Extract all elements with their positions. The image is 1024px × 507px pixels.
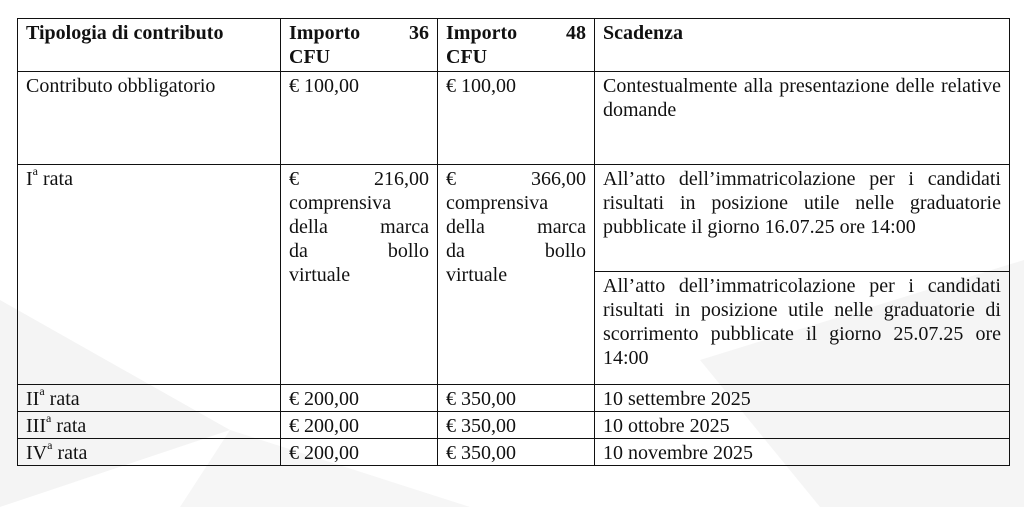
cell-amount-48: € 350,00 — [438, 412, 595, 439]
amount-36-line-2: comprensiva — [289, 192, 392, 214]
amount-48-line-5: virtuale — [446, 264, 508, 286]
cell-amount-48 — [438, 165, 595, 385]
rata-superscript: a — [45, 411, 52, 426]
cell-amount-36: € 200,00 — [281, 439, 438, 466]
cell-type — [18, 165, 281, 385]
header-amount-36-num: 36 — [409, 22, 429, 44]
cell-deadline: 10 settembre 2025 — [595, 385, 1010, 412]
cell-amount-36: € 200,00 — [281, 385, 438, 412]
amount-48-line-3: della marca — [446, 216, 586, 238]
cell-deadline: Contestualmente alla presentazione delle relative domande — [595, 72, 1010, 165]
amount-48-line-4: da bollo — [446, 240, 586, 262]
cell-amount-48: € 100,00 — [438, 72, 595, 165]
header-amount-36-word: Importo — [289, 22, 361, 44]
table-row-rata-2 — [18, 385, 1010, 412]
cell-deadline-first: All’atto dell’immatricolazione per i candidati risultati in posizione utile nelle graduatorie pubblicate il giorno 16.07.25 ore 14:00 — [595, 165, 1010, 272]
header-amount-48 — [438, 19, 595, 72]
cell-amount-36: € 100,00 — [281, 72, 438, 165]
header-amount-48-num: 48 — [566, 22, 586, 44]
fees-table — [17, 18, 1010, 466]
cell-amount-36 — [281, 165, 438, 385]
cell-deadline-second: All’atto dell’immatricolazione per i candidati risultati in posizione utile nelle graduatorie di scorrimento pubblicate il giorno 25.07.25 ore 14:00 — [595, 272, 1010, 385]
amount-36-line-4: da bollo — [289, 240, 429, 262]
rata-suffix: rata — [38, 168, 73, 190]
cell-type — [18, 439, 281, 466]
cell-amount-48: € 350,00 — [438, 385, 595, 412]
rata-roman: I — [26, 168, 33, 190]
header-amount-48-unit: CFU — [446, 46, 488, 68]
table-row-rata-3 — [18, 412, 1010, 439]
header-deadline: Scadenza — [595, 19, 1010, 72]
header-row — [18, 19, 1010, 72]
cell-amount-36: € 200,00 — [281, 412, 438, 439]
amount-48-line-2: comprensiva — [446, 192, 549, 214]
rata-suffix: rata — [44, 388, 80, 410]
table-row-mandatory — [18, 72, 1010, 165]
rata-superscript: a — [32, 164, 38, 179]
rata-roman: III — [26, 415, 46, 437]
header-amount-36 — [281, 19, 438, 72]
amount-36-line-1: € 216,00 — [289, 168, 429, 190]
cell-type — [18, 412, 281, 439]
cell-amount-48: € 350,00 — [438, 439, 595, 466]
table-row-rata-4 — [18, 439, 1010, 466]
rata-roman: II — [26, 388, 40, 410]
amount-36-line-5: virtuale — [289, 264, 351, 286]
header-amount-48-word: Importo — [446, 22, 518, 44]
cell-type: Contributo obbligatorio — [18, 72, 281, 165]
amount-36-line-3: della marca — [289, 216, 429, 238]
amount-48-line-1: € 366,00 — [446, 168, 586, 190]
rata-suffix: rata — [52, 442, 88, 464]
rata-roman: IV — [26, 442, 48, 464]
header-type: Tipologia di contributo — [18, 19, 281, 72]
cell-type — [18, 385, 281, 412]
cell-deadline: 10 novembre 2025 — [595, 439, 1010, 466]
rata-superscript: a — [39, 384, 45, 399]
header-amount-36-unit: CFU — [289, 46, 331, 68]
rata-superscript: a — [47, 438, 53, 453]
rata-suffix: rata — [51, 415, 87, 437]
cell-deadline: 10 ottobre 2025 — [595, 412, 1010, 439]
table-row-rata-1 — [18, 165, 1010, 272]
